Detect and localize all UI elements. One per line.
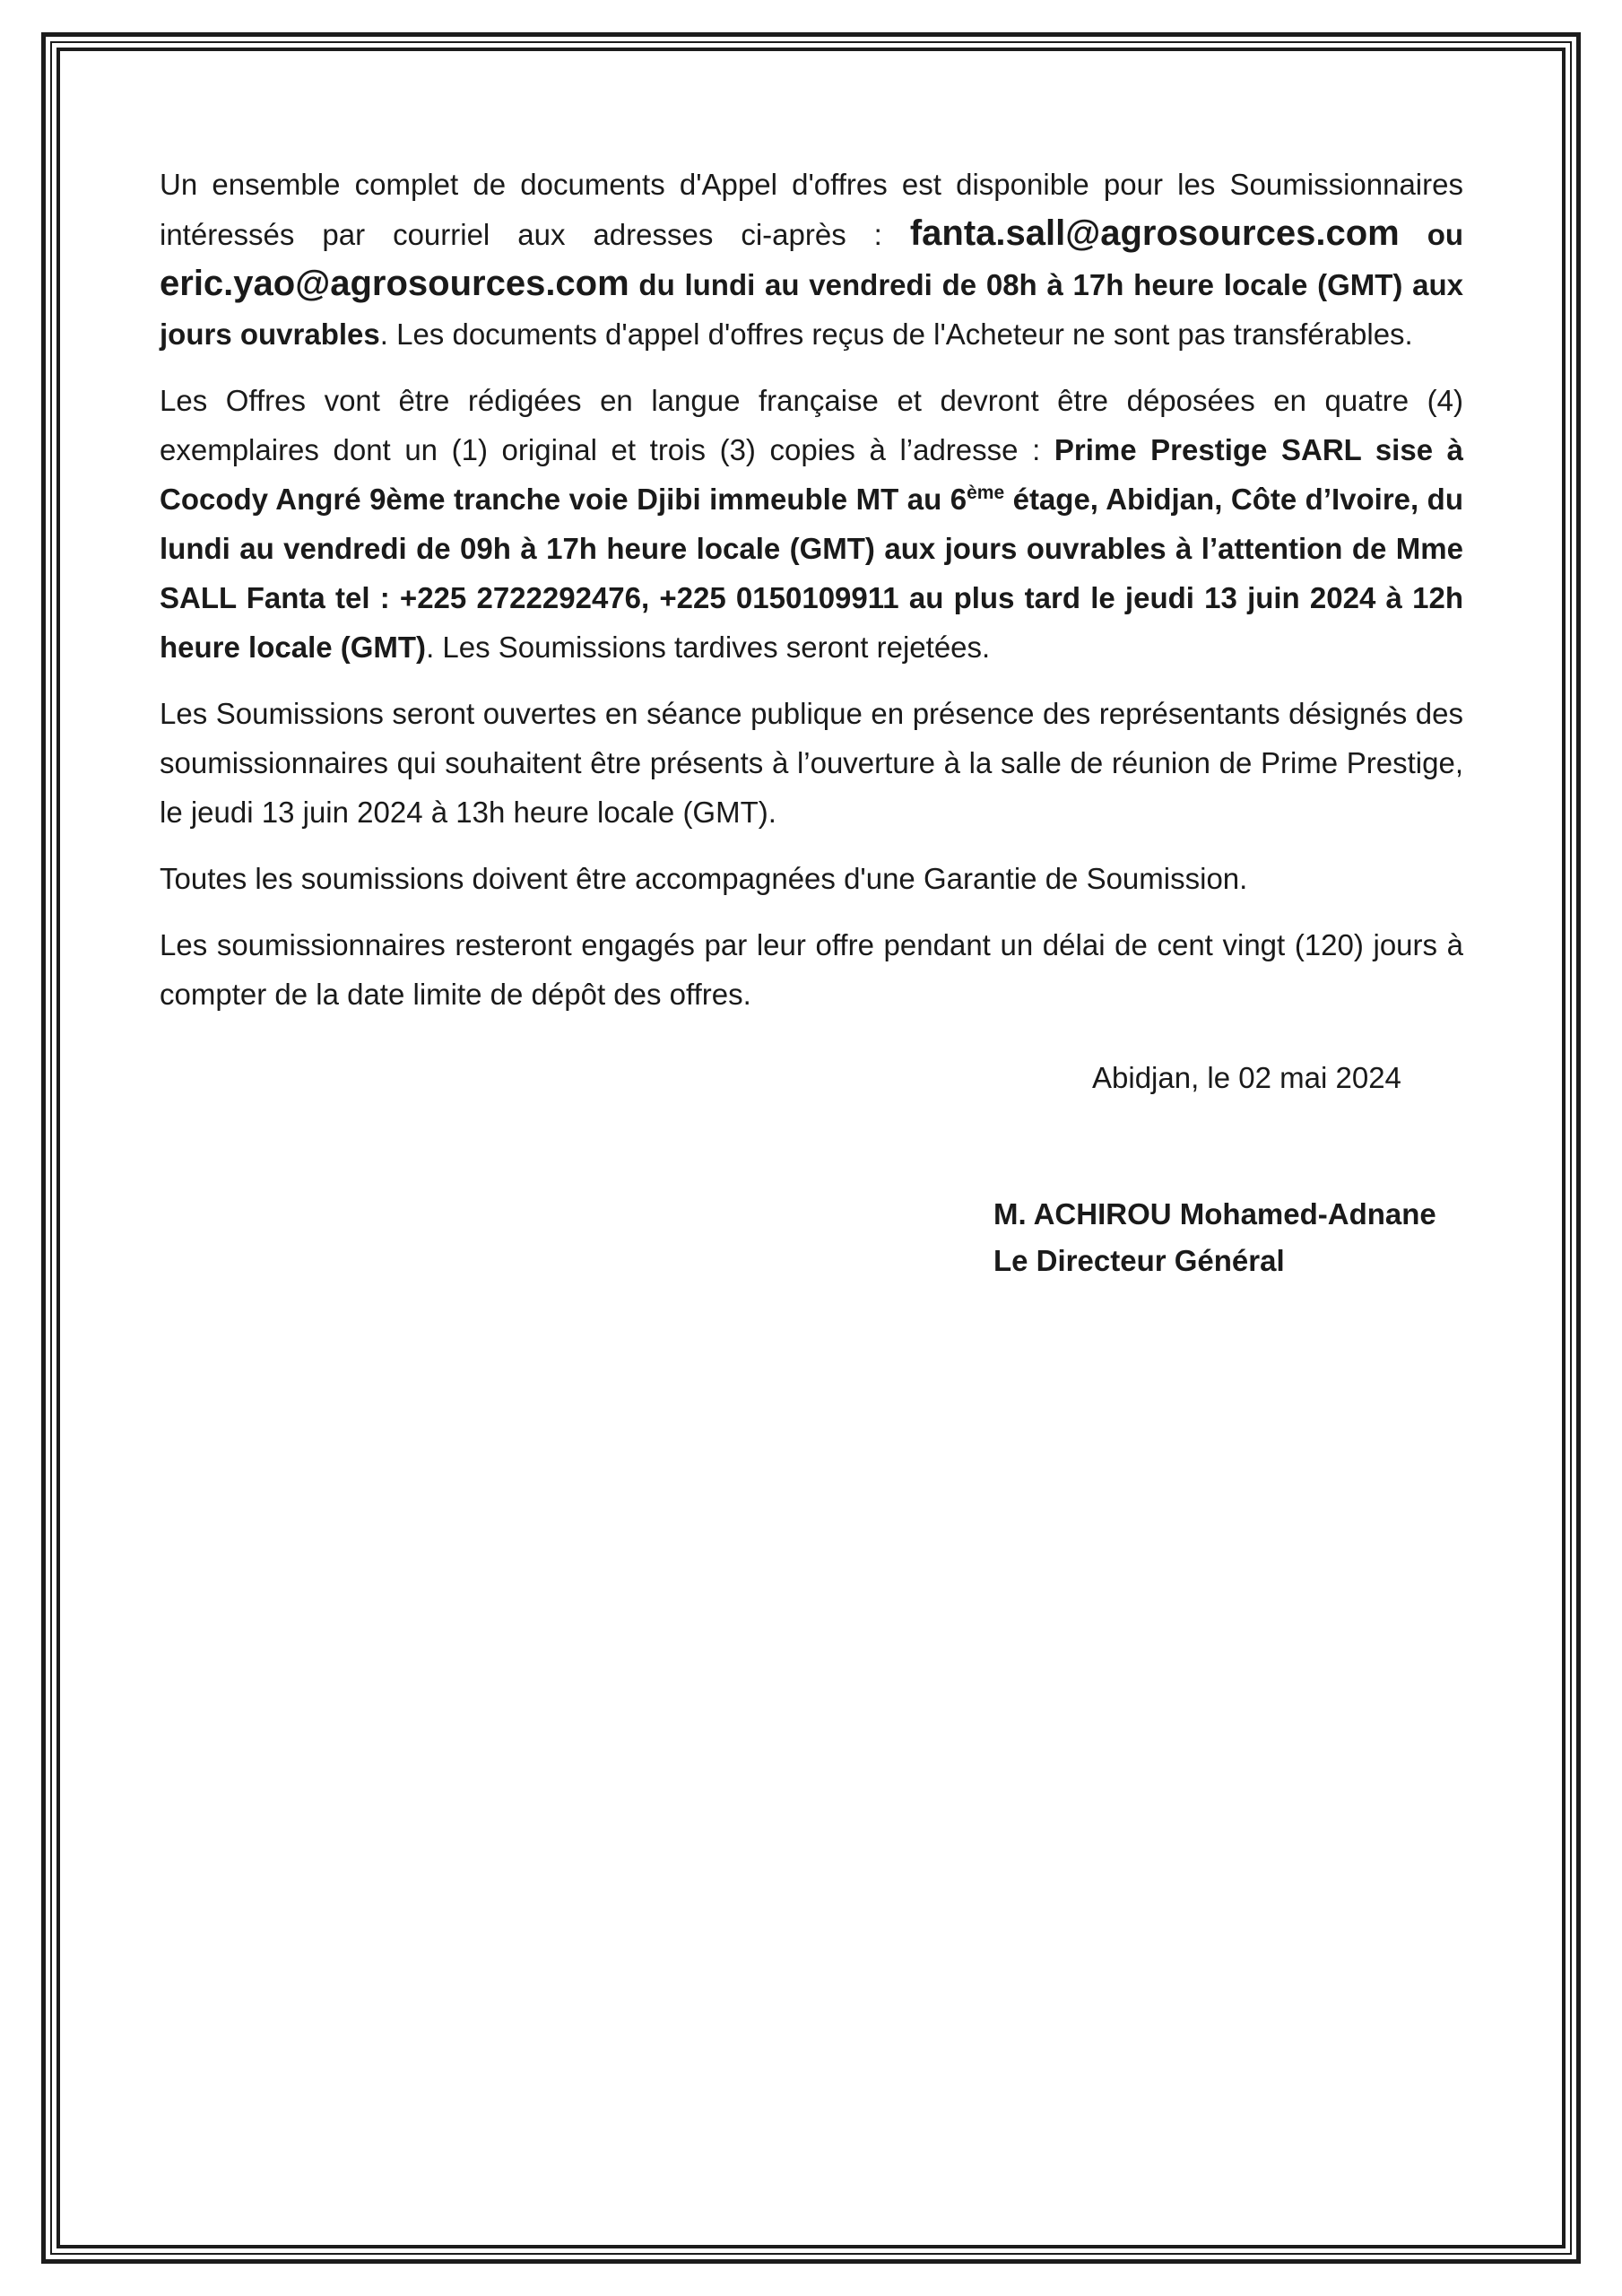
signatory-title: Le Directeur Général (993, 1244, 1285, 1277)
email-link-eric[interactable]: eric.yao@agrosources.com (160, 264, 629, 303)
paragraph-guarantee: Toutes les soumissions doivent être accompagnées d'une Garantie de Soumission. (160, 862, 1248, 895)
document-body (160, 160, 1463, 1036)
email-link-fanta[interactable]: fanta.sall@agrosources.com (909, 213, 1400, 253)
signatory-name: M. ACHIROU Mohamed-Adnane (993, 1197, 1436, 1231)
paragraph-text: . Les Soumissions tardives seront rejetées. (426, 631, 991, 664)
floor-superscript: ème (967, 483, 1005, 503)
paragraph-text: Un ensemble complet de documents d'Appel d'offres est disponible pour les Soumissionnaires intéressés par courriel aux adresses ci-après : (160, 168, 1463, 251)
paragraph-text: . Les documents d'appel d'offres reçus de l'Acheteur ne sont pas transférables. (379, 317, 1413, 351)
paragraph-text: Les Offres vont être rédigées en langue française et devront être déposées en quatre (4) exemplaires dont un (1) original et trois (3) copies à l’adresse : (160, 384, 1463, 466)
submission-address-text: Prime Prestige SARL sise à Cocody Angré 9ème tranche voie Djibi immeuble MT au 6 (160, 433, 1463, 516)
submission-deadline-text: étage, Abidjan, Côte d’Ivoire, du lundi au vendredi de 09h à 17h heure locale (GMT) aux jours ouvrables à l’attention de Mme SALL Fanta tel : +225 2722292476, +225 0150109911 au plus tard le jeudi 13 juin 2024 à 12h heure locale (GMT) (160, 483, 1463, 664)
paragraph-submission-address (160, 376, 1463, 672)
paragraph-public-opening: Les Soumissions seront ouvertes en séance publique en présence des représentants désignés des soumissionnaires qui souhaitent être présents à l’ouverture à la salle de réunion de Prime Prestige, le jeudi 13 juin 2024 à 13h heure locale (GMT). (160, 697, 1463, 829)
paragraph-validity-period: Les soumissionnaires resteront engagés par leur offre pendant un délai de cent vingt (120) jours à compter de la date limite de dépôt des offres. (160, 928, 1463, 1011)
document-date: Abidjan, le 02 mai 2024 (1092, 1061, 1401, 1094)
paragraph-text-bold: ou (1399, 218, 1464, 251)
signature-block (993, 1191, 1436, 1284)
paragraph-documents-availability (160, 160, 1463, 359)
office-hours-text: du lundi au vendredi de 08h à 17h heure locale (GMT) aux jours ouvrables (160, 268, 1463, 351)
